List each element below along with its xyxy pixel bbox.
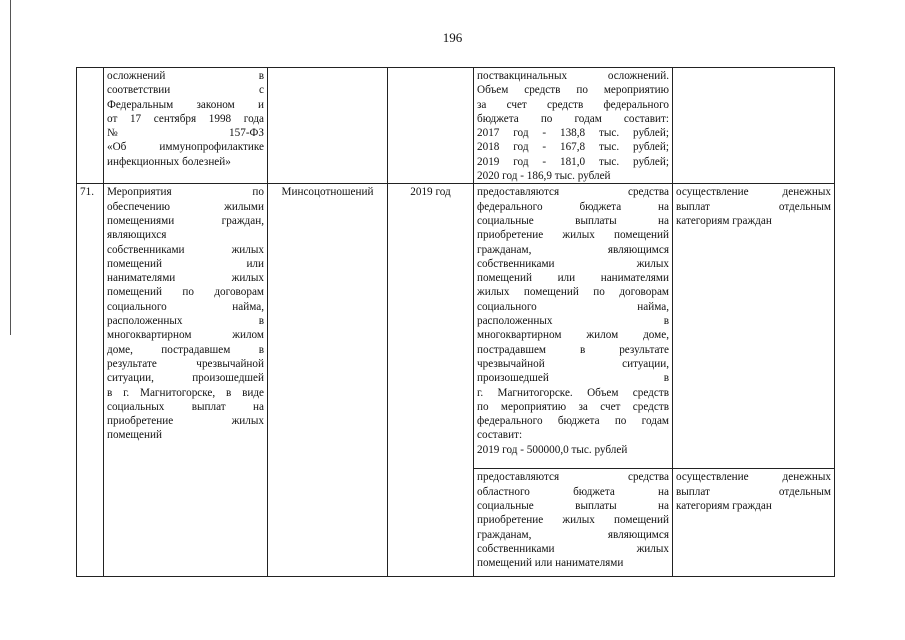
cell-text-line: по мероприятию за счет средств xyxy=(477,400,669,413)
cell-text-line: 2017 год - 138,8 тыс. рублей; xyxy=(477,127,669,140)
cell-text-line: расположенных в xyxy=(477,315,669,328)
cell-text-line: от 17 сентября 1998 года xyxy=(107,112,264,125)
cell-text-line: чрезвычайной ситуации, xyxy=(477,357,669,370)
result-cell xyxy=(673,469,835,577)
cell-text-line: в г. Магнитогорске, в виде xyxy=(107,386,264,399)
cell-text-line: осложнений в xyxy=(107,70,264,82)
cell-text-line: социального найма, xyxy=(477,300,669,313)
cell-text-line: за счет средств федерального xyxy=(477,98,669,111)
result-cell xyxy=(673,184,835,469)
cell-text-line: помещений или xyxy=(107,257,264,270)
row-number-cell xyxy=(77,68,104,184)
margin-line xyxy=(10,0,11,335)
cell-text-line: инфекционных болезней» xyxy=(107,155,231,168)
cell-text-line: «Об иммунопрофилактике xyxy=(107,141,264,154)
measure-name-cell xyxy=(104,184,268,577)
cell-text-line: федерального бюджета по годам xyxy=(477,415,669,428)
cell-text-line: социального найма, xyxy=(107,300,264,313)
cell-text-line: категориям граждан xyxy=(676,214,772,227)
cell-text-line: 2019 год - 500000,0 тыс. рублей xyxy=(477,443,628,456)
cell-text-line: помещений или нанимателями xyxy=(477,557,624,570)
table-row xyxy=(77,184,835,469)
cell-text-line: 2018 год - 167,8 тыс. рублей; xyxy=(477,141,669,154)
cell-text-line: осуществление денежных xyxy=(676,186,831,199)
cell-text-line: областного бюджета на xyxy=(477,485,669,498)
cell-text-line: 2020 год - 186,9 тыс. рублей xyxy=(477,170,611,183)
cell-text-line: многоквартирном жилом доме, xyxy=(477,329,669,342)
cell-text-line: жилых помещений по договорам xyxy=(477,286,669,299)
cell-text-line: являющихся xyxy=(107,229,167,242)
table-row xyxy=(77,68,835,184)
cell-text-line: поствакцинальных осложнений. xyxy=(477,70,669,82)
cell-text-line: Мероприятия по xyxy=(107,186,264,199)
period-cell xyxy=(388,68,474,184)
cell-text-line: Федеральным законом и xyxy=(107,98,264,111)
funding-cell xyxy=(474,184,673,469)
cell-text-line: результате чрезвычайной xyxy=(107,357,264,370)
cell-text-line: № 157-ФЗ xyxy=(107,127,264,140)
funding-cell xyxy=(474,469,673,577)
cell-text-line: собственниками жилых xyxy=(477,257,669,270)
cell-text-line: многоквартирном жилом xyxy=(107,329,264,342)
cell-text-line: помещений по договорам xyxy=(107,286,264,299)
cell-text-line: гражданам, являющимся xyxy=(477,528,669,541)
cell-text-line: приобретение жилых помещений xyxy=(477,514,669,527)
page-number: 196 xyxy=(442,30,463,45)
executor-cell xyxy=(268,68,388,184)
cell-text-line: категориям граждан xyxy=(676,499,772,512)
cell-text-line: федерального бюджета на xyxy=(477,200,669,213)
cell-text-line: приобретение жилых xyxy=(107,415,264,428)
cell-text-line: собственниками жилых xyxy=(107,243,264,256)
measures-table xyxy=(76,67,835,577)
cell-text-line: помещениями граждан, xyxy=(107,214,264,227)
cell-text-line: помещений xyxy=(107,429,162,442)
cell-text-line: нанимателями жилых xyxy=(107,272,264,285)
cell-text-line: собственниками жилых xyxy=(477,542,669,555)
period-cell: 2019 год xyxy=(388,184,474,577)
funding-cell xyxy=(474,68,673,184)
cell-text-line: бюджета по годам составит: xyxy=(477,112,669,125)
cell-text-line: расположенных в xyxy=(107,315,264,328)
cell-text-line: социальные выплаты на xyxy=(477,499,669,512)
cell-text-line: осуществление денежных xyxy=(676,471,831,484)
cell-text-line: произошедшей в xyxy=(477,372,669,385)
cell-text-line: предоставляются средства xyxy=(477,186,669,199)
cell-text-line: помещений или нанимателями xyxy=(477,272,669,285)
cell-text-line: предоставляются средства xyxy=(477,471,669,484)
cell-text-line: соответствии с xyxy=(107,84,264,97)
cell-text-line: пострадавшем в результате xyxy=(477,343,669,356)
cell-text-line: социальных выплат на xyxy=(107,400,264,413)
cell-text-line: обеспечению жилыми xyxy=(107,200,264,213)
result-cell xyxy=(673,68,835,184)
cell-text-line: составит: xyxy=(477,429,523,442)
cell-text-line: выплат отдельным xyxy=(676,485,831,498)
row-number-cell: 71. xyxy=(77,184,104,577)
cell-text-line: доме, пострадавшем в xyxy=(107,343,264,356)
cell-text-line: г. Магнитогорске. Объем средств xyxy=(477,386,669,399)
cell-text-line: социальные выплаты на xyxy=(477,214,669,227)
measure-name-cell xyxy=(104,68,268,184)
executor-cell: Минсоцотношений xyxy=(268,184,388,577)
cell-text-line: ситуации, произошедшей xyxy=(107,372,264,385)
cell-text-line: гражданам, являющимся xyxy=(477,243,669,256)
cell-text-line: Объем средств по мероприятию xyxy=(477,84,669,97)
cell-text-line: 2019 год - 181,0 тыс. рублей; xyxy=(477,155,669,168)
cell-text-line: приобретение жилых помещений xyxy=(477,229,669,242)
cell-text-line: выплат отдельным xyxy=(676,200,831,213)
